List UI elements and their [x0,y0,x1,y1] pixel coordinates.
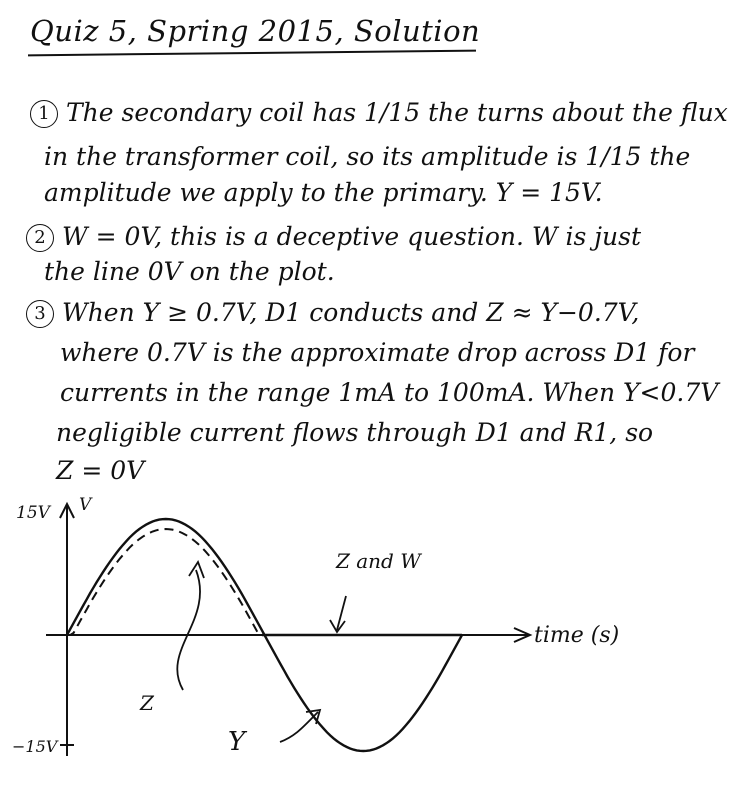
z-and-w-label: Z and W [336,549,421,573]
answer-3-line-4: negligible current flows through D1 and R1, so [56,418,654,447]
answer-2-line-1: 2 W = 0V, this is a deceptive question. W is just [26,224,641,252]
x-axis-label: time (s) [534,623,620,648]
answer-1-line-1: 1 The secondary coil has 1/15 the turns about the flux [30,100,728,128]
answer-2-line-2: the line 0V on the plot. [44,257,335,286]
y-axis-label: V [79,495,92,515]
title-underline [28,50,476,57]
answer-3-line-5: Z = 0V [56,456,145,485]
y-max-label: 15V [16,503,50,523]
y-min-label: −15V [12,737,58,756]
y-label: Y [228,727,246,757]
answer-3-line-3: currents in the range 1mA to 100mA. When Y<0.7V [60,378,719,407]
waveform-sketch [0,490,747,791]
answer-3-line-1: 3 When Y ≥ 0.7V, D1 conducts and Z ≈ Y−0.7V, [26,300,639,328]
answer-1-line-2: in the transformer coil, so its amplitude is 1/15 the [44,142,691,171]
z-label: Z [140,691,154,715]
answer-number-3: 3 [26,300,54,328]
answer-1-line-3: amplitude we apply to the primary. Y = 15V. [44,178,603,207]
y-pointer-curve [280,712,318,742]
answer-number-2: 2 [26,224,54,252]
answer-number-1: 1 [30,100,58,128]
answer-3-line-2: where 0.7V is the approximate drop across D1 for [60,338,695,367]
z-pointer-curve [177,570,200,690]
page-title: Quiz 5, Spring 2015, Solution [30,14,481,48]
